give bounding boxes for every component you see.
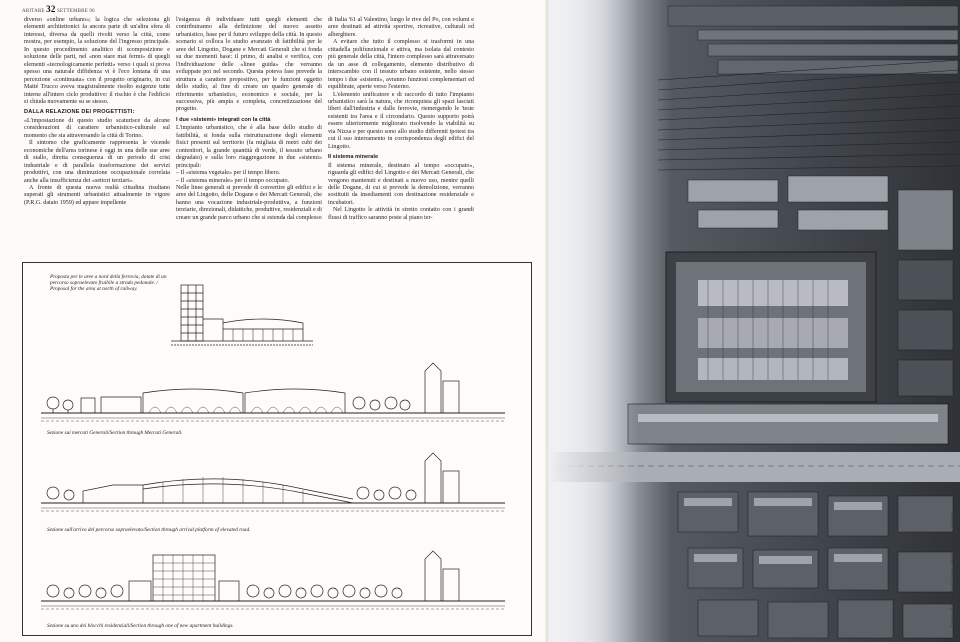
figure-caption-section-2: Sezione sull'arrivo del percorso sopraelevato/Section through arrival platform of elevated road.: [47, 527, 251, 533]
subsection-heading: I due «sistemi» integrati con la città: [176, 116, 271, 123]
list-item: – Il «sistema vegetale» per il tempo libero.: [176, 170, 281, 177]
proposal-elevation-drawing: [171, 285, 313, 345]
running-head-prefix: ABITARE: [22, 9, 45, 14]
paragraph: Nelle linee generali si prevede di convertire gli edifici e le aree del Lingotto, delle Dogane e dei Mercati Generali, che hanno una vocazione industriale-produttiva, a funzioni terziarie, direzionali, didattiche, produttive, residenziali e di creare un grande parco urbano che si estenda dal complesso: [176, 184, 322, 221]
text-column-3: [328, 17, 474, 222]
paragraph: Il sistema minerale, destinato al tempo «occupato», riguarda gli edifici del Lingotto e dei Mercati Generali, che vengono mantenuti e destinati a nuovo uso, mentre quelli delle Dogane, di cui si prevede la demolizione, verranno sostituiti da insediamenti con destinazione residenziale e incubatori.: [328, 162, 474, 206]
subsection-heading: Il sistema minerale: [328, 154, 379, 161]
paragraph: L'impianto urbanistico, che è alla base dello studio di fattibilità, si fonda sulla ristrutturazione degli elementi fisici presenti sul territorio (fa migliaia di metri cubi dei contenitori, la grande quantità di verde, il tessuto urbano degradato) e sulla loro riaggregazione in due «sistemi» principali:: [176, 125, 322, 169]
list-item: – Il «sistema minerale» per il tempo occupato.: [176, 177, 290, 184]
paragraph: L'elemento unificatore e di raccordo di tutto l'impianto urbanistico sarà la natura, che riconquista gli spazi lasciati liberi dall'industria e dalle ferrovie, riemergendo le 'teste esistenti tra l'area e il circondario. Questo supporto potrà essere ulteriormente migliorato risolvendo la viabilità su via Nizza e per questo sono allo studio differenti ipotesi tra cui il suo interramento in corrispondenza degli edifici del Lingotto.: [328, 91, 474, 150]
section-residential-block-drawing: [41, 551, 505, 609]
figure-caption-section-1: Sezione sui mercati Generali/Section through Mercati Generali.: [47, 430, 183, 436]
section-heading: DALLA RELAZIONE DEI PROGETTISTI:: [24, 109, 135, 116]
aerial-photo: [548, 0, 960, 642]
paragraph: «L'impostazione di questo studio scaturisce da alcune considerazioni di carattere urbanistico-culturale sul momento che sta attraversando la città di Torino.: [24, 117, 170, 139]
photo-caption: L'area di progetto dall'alto / Bird's eye view of area.: [950, 511, 956, 628]
section-elevated-road-drawing: [41, 453, 505, 511]
aerial-photo-rendering: [548, 0, 960, 642]
running-head: [22, 4, 95, 14]
page-number: 32: [46, 4, 56, 14]
paragraph: Il sintomo che graficamente rappresenta le vicende economiche dell'area torinese è oggi in una delle sue aree di stallo, diretta conseguenza di un periodo di crisi industriale e di parallela trasformazione dei servizi produttivi, con una diminuzione occupazionale correlata anche alla insufficienza dei «settori terziari».: [24, 140, 170, 184]
paragraph: di Italia '61 al Valentino, lungo le rive del Po, con volumi e aree destinati ad attività sportive, ricreative, culturali ed alberghiere.: [328, 17, 474, 38]
paragraph: A evitare che tutto il complesso si trasformi in una cittadella polifunzionale e attiva, ma isolata dal contesto più generale della città, l'intero complesso sarà attraversato da un asse di collegamento, elemento distributivo di interscambio con il tessuto urbano esistente, nello stesso tempo i due «sistemi», avranno funzioni complementari ed equilibrate, aperte verso l'esterno.: [328, 39, 474, 91]
figure-caption-top: Proposta per le aree a nord della ferrovia, dotate di un percorso sopraelevato fruibile a strada pedonale. / Proposal for the area at north of railway.: [50, 274, 167, 293]
paragraph: A fronte di questa nuova realtà cittadina risultano superati gli strumenti urbanistici attualmente in vigore (P.R.G. datato 1959) ed appare impellente: [24, 184, 170, 206]
section-drawings: [23, 263, 531, 635]
paragraph: diverso «online urbano»; la logica che seleziona gli elementi architettonici fa ancora parte di un'altra sfera di interessi, diversa da quelli rivolti verso la città, come mostra, per esempio, la soluzione del l'ingresso principale. In questo procedimento analitico di scomposizione e soluzione delle parti, nel «non stare mai fermi» di quegli elementi «tecnologicamente perfetti» verso i quali si prova spesso una naturale diffidenza vi è l'eco lontana di una percezione «continuata» con il progetto originario, in cui Matté Trucco aveva magistralmente risolto esigenze tutte interne all'intero ciclo produttivo: il rischio è che l'edificio si chiuda nuovamente su se stesso.: [24, 17, 170, 105]
text-column-1: [24, 17, 170, 207]
architectural-sections-figure: [22, 262, 532, 636]
paragraph: Nel Lingotto le attività in stretto contatto con i grandi flussi di traffico saranno poste al piano ter-: [328, 207, 474, 221]
figure-caption-section-3: Sezione su uno dei blocchi residenziali/Section through one of new apartment buildings.: [47, 623, 234, 629]
text-column-2: [176, 17, 322, 222]
running-head-suffix: SETTEMBRE 96: [56, 9, 95, 14]
section-mercati-generali-drawing: [41, 363, 505, 421]
paragraph: l'esigenza di individuare tutti quegli elementi che contribuiranno alla definizione del nuovo assetto urbanistico, base per il futuro sviluppo della città. In questo scenario si colloca lo studio avanzato di fattibilità per le aree del Lingotto, Dogane e Mercati Generali che si fonda su due momenti base: il primo, di analisi e verifica, con l'individuazione delle «linee guida» che verranno sviluppate poi nel secondo. Questa poteva fase prevede la struttura a carattere propositivo, per le funzioni oggetto dello studio, al fine di creare un quadro generale di riferimento urbanistico, economico e sociale, per la successiva, più ampia e completa, concretizzazione del progetto.: [176, 17, 322, 113]
